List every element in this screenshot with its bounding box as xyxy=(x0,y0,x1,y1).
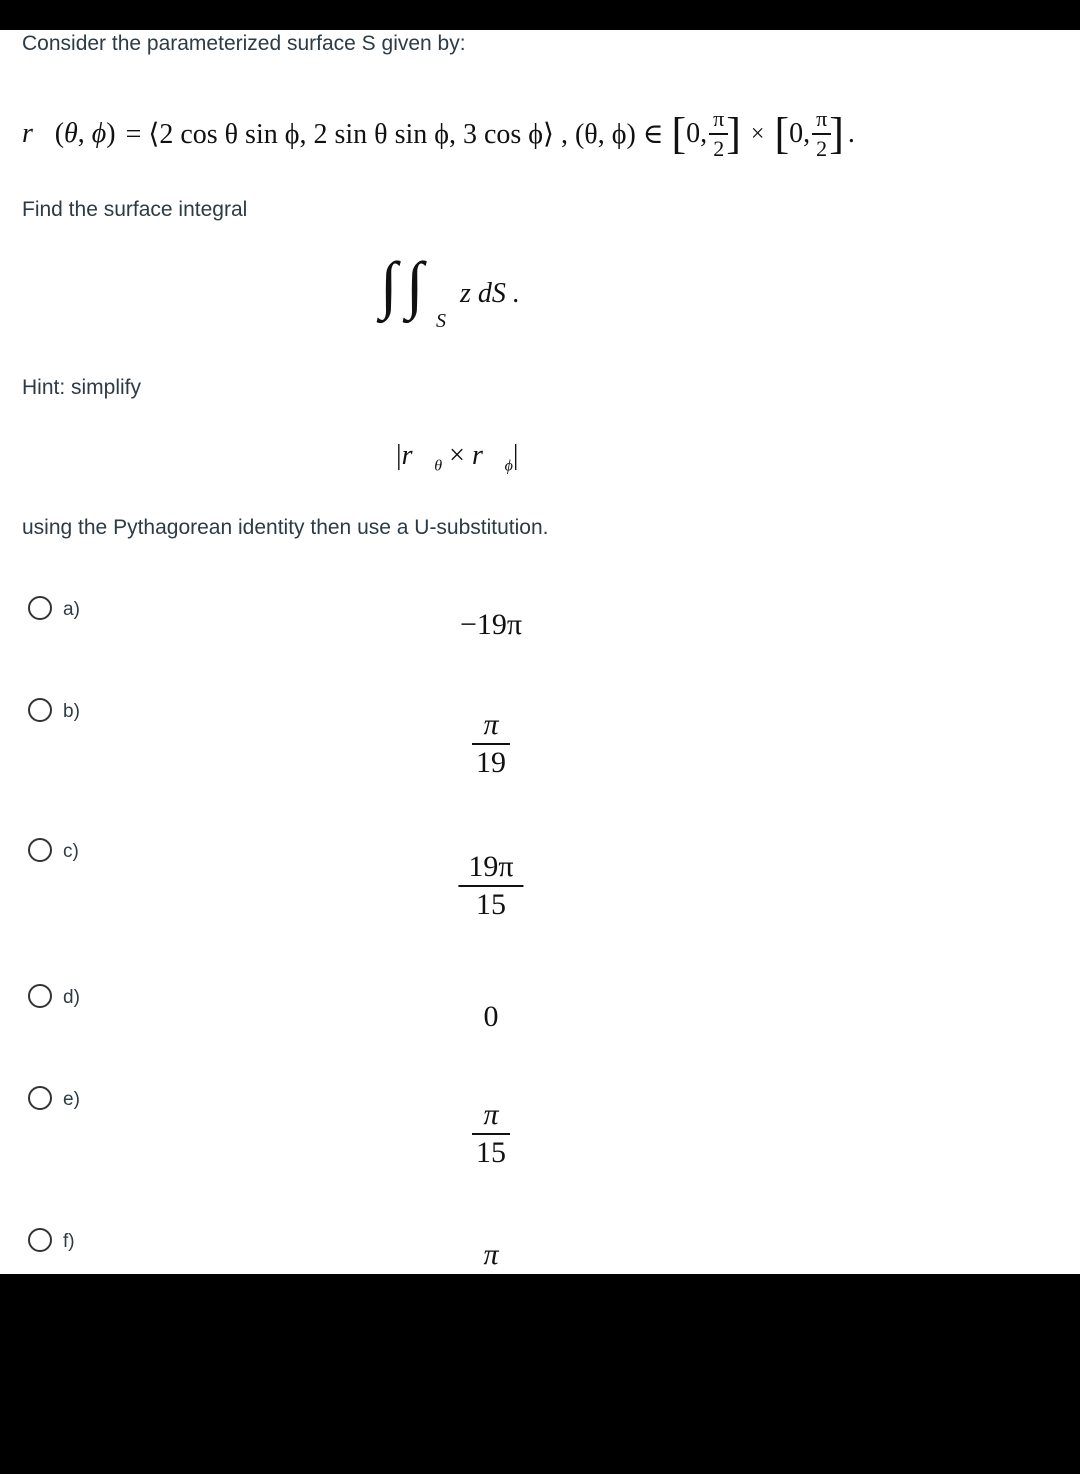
question-intro: Consider the parameterized surface S given by: xyxy=(22,32,466,55)
option-b-denominator: 19 xyxy=(472,743,510,778)
option-d-answer: 0 xyxy=(483,1000,499,1033)
option-b-answer xyxy=(474,710,508,778)
period: . xyxy=(847,118,855,149)
right-bracket-2: ] xyxy=(829,109,844,158)
hint-followup: using the Pythagorean identity then use a U-substitution. xyxy=(22,516,549,539)
radio-button-e[interactable] xyxy=(28,1086,52,1110)
two-denominator: 2 xyxy=(709,133,728,160)
option-d-label: d) xyxy=(63,987,80,1008)
option-c-answer xyxy=(466,852,515,920)
radio-button-b[interactable] xyxy=(28,698,52,722)
interval-lower-2: 0, xyxy=(789,118,811,149)
integral-sign-1: ∫ xyxy=(380,249,398,320)
left-bracket-2: [ xyxy=(774,109,790,158)
integral-subscript: S xyxy=(436,310,446,332)
option-a-answer: −19π xyxy=(459,608,523,641)
hint-text: Hint: simplify xyxy=(22,376,142,399)
parameterization-equation xyxy=(22,108,855,160)
radio-button-f[interactable] xyxy=(28,1228,52,1252)
hint-expression: $|r⃗_\theta$ × $r⃗_\phi|$ xyxy=(396,440,519,475)
option-b-label: b) xyxy=(63,701,80,722)
times-symbol: × xyxy=(750,120,765,147)
interval-lower-1: 0, xyxy=(686,118,708,149)
param-rhs: = ⟨2 cos θ sin ϕ, 2 sin θ sin ϕ, 3 cos ϕ⟩ , (θ, ϕ) ∈ xyxy=(125,119,664,150)
option-c-numerator: 19π xyxy=(468,850,514,883)
left-bracket: [ xyxy=(671,109,687,158)
interval-upper-1 xyxy=(711,108,726,160)
option-f-answer: π xyxy=(483,1238,499,1271)
find-instruction: Find the surface integral xyxy=(22,198,248,221)
option-e-label: e) xyxy=(63,1089,80,1110)
radio-button-a[interactable] xyxy=(28,596,52,620)
pi-numerator: π xyxy=(713,106,725,131)
param-args: (θ, ϕ) xyxy=(54,118,116,149)
option-e-denominator: 15 xyxy=(472,1133,510,1168)
radio-button-c[interactable] xyxy=(28,838,52,862)
option-e-numerator: π xyxy=(483,1098,499,1131)
option-e-answer xyxy=(474,1100,508,1168)
interval-upper-2 xyxy=(814,108,829,160)
pi-numerator-2: π xyxy=(816,106,828,131)
option-b-numerator: π xyxy=(483,708,499,741)
integrand: z dS . xyxy=(460,278,520,309)
option-f-label: f) xyxy=(63,1231,75,1252)
two-denominator-2: 2 xyxy=(812,133,831,160)
option-c-label: c) xyxy=(63,841,79,862)
option-c-denominator: 15 xyxy=(458,885,523,920)
surface-integral xyxy=(380,248,580,348)
radio-button-d[interactable] xyxy=(28,984,52,1008)
question-page xyxy=(0,30,1080,1274)
option-a-label: a) xyxy=(63,599,80,620)
integral-sign-2: ∫ xyxy=(406,249,424,320)
right-bracket: ] xyxy=(726,109,741,158)
vector-r-function: r⃗(θ, ϕ) xyxy=(22,118,116,149)
